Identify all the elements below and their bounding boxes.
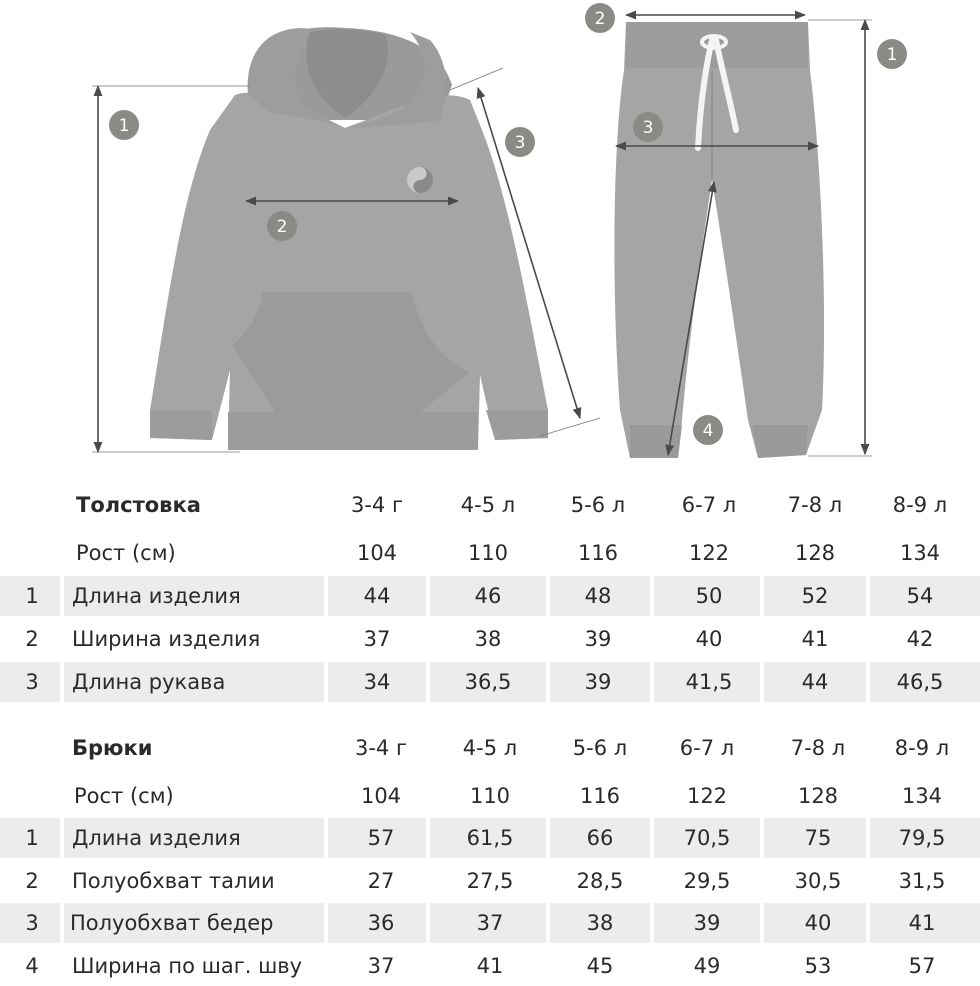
pants-marker-2 xyxy=(585,3,615,33)
cell-value: 28,5 xyxy=(576,869,624,893)
row-label: Длина изделия xyxy=(72,584,241,608)
table-row xyxy=(0,662,980,702)
cell-value: 48 xyxy=(584,584,612,608)
cell-value: 41 xyxy=(476,954,504,978)
size-3-4: 3-4 г xyxy=(350,493,403,517)
cell-value: 38 xyxy=(586,911,614,935)
garment-illustration xyxy=(0,0,980,470)
size-8-9: 8-9 л xyxy=(892,493,948,517)
cell-value: 31,5 xyxy=(898,869,946,893)
cell-value: 41,5 xyxy=(685,670,733,694)
cell-value: 53 xyxy=(804,954,832,978)
svg-text:2: 2 xyxy=(276,217,288,237)
cell-value: 52 xyxy=(801,584,829,608)
pants-marker-4 xyxy=(693,415,723,445)
size-3-4: 3-4 г xyxy=(354,736,407,760)
row-number: 3 xyxy=(25,911,39,935)
cell-value: 45 xyxy=(586,954,614,978)
hoodie-marker-1 xyxy=(109,110,139,140)
table-row xyxy=(0,576,980,616)
row-number: 1 xyxy=(25,584,39,608)
cell-value: 46,5 xyxy=(896,670,944,694)
height-value: 122 xyxy=(686,784,728,808)
height-value: 134 xyxy=(901,784,943,808)
row-number: 2 xyxy=(25,869,39,893)
cell-value: 75 xyxy=(804,826,832,850)
svg-text:3: 3 xyxy=(514,133,526,153)
cell-value: 34 xyxy=(363,670,391,694)
svg-text:1: 1 xyxy=(886,45,898,65)
cell-value: 39 xyxy=(584,627,612,651)
cell-value: 27,5 xyxy=(466,869,514,893)
cell-value: 79,5 xyxy=(898,826,946,850)
cell-value: 46 xyxy=(474,584,502,608)
height-label: Рост (см) xyxy=(74,784,174,808)
row-label: Ширина изделия xyxy=(72,627,261,651)
pants-header-row xyxy=(0,728,980,768)
cell-value: 50 xyxy=(695,584,723,608)
cell-value: 61,5 xyxy=(466,826,514,850)
size-4-5: 4-5 л xyxy=(460,493,516,517)
hoodie-drawing xyxy=(150,27,548,450)
row-label: Длина рукава xyxy=(72,670,226,694)
height-value: 122 xyxy=(688,541,730,565)
cell-value: 37 xyxy=(367,954,395,978)
size-6-7: 6-7 л xyxy=(679,736,735,760)
table-row xyxy=(0,619,980,659)
cell-value: 39 xyxy=(584,670,612,694)
height-value: 104 xyxy=(356,541,398,565)
height-value: 116 xyxy=(579,784,621,808)
hoodie-height-row xyxy=(0,533,980,573)
svg-text:3: 3 xyxy=(642,118,654,138)
pants-height-row xyxy=(0,776,980,816)
size-7-8: 7-8 л xyxy=(787,493,843,517)
height-value: 134 xyxy=(899,541,941,565)
table-row xyxy=(0,861,980,901)
cell-value: 70,5 xyxy=(683,826,731,850)
row-label: Полуобхват талии xyxy=(72,869,275,893)
hoodie-header-row xyxy=(0,485,980,525)
cell-value: 37 xyxy=(363,627,391,651)
svg-text:1: 1 xyxy=(118,116,130,136)
cell-value: 57 xyxy=(908,954,936,978)
size-8-9: 8-9 л xyxy=(894,736,950,760)
row-label: Полуобхват бедер xyxy=(70,911,274,935)
cell-value: 40 xyxy=(695,627,723,651)
cell-value: 57 xyxy=(367,826,395,850)
pants-drawing xyxy=(614,22,824,458)
cell-value: 44 xyxy=(801,670,829,694)
row-label: Ширина по шаг. шву xyxy=(72,954,303,978)
height-value: 110 xyxy=(467,541,509,565)
size-4-5: 4-5 л xyxy=(462,736,518,760)
cell-value: 27 xyxy=(367,869,395,893)
pants-title: Брюки xyxy=(72,736,153,760)
cell-value: 30,5 xyxy=(794,869,842,893)
pants-marker-1 xyxy=(877,39,907,69)
cell-value: 36 xyxy=(367,911,395,935)
hoodie-marker-2 xyxy=(267,211,297,241)
height-value: 110 xyxy=(469,784,511,808)
cell-value: 41 xyxy=(908,911,936,935)
size-7-8: 7-8 л xyxy=(790,736,846,760)
size-5-6: 5-6 л xyxy=(572,736,628,760)
table-row xyxy=(0,818,980,858)
cell-value: 41 xyxy=(801,627,829,651)
svg-text:4: 4 xyxy=(702,421,714,441)
cell-value: 42 xyxy=(906,627,934,651)
cell-value: 38 xyxy=(474,627,502,651)
hoodie-marker-3 xyxy=(505,127,535,157)
height-value: 104 xyxy=(360,784,402,808)
cell-value: 49 xyxy=(693,954,721,978)
cell-value: 39 xyxy=(693,911,721,935)
height-label: Рост (см) xyxy=(76,541,176,565)
svg-text:2: 2 xyxy=(594,9,606,29)
cell-value: 29,5 xyxy=(683,869,731,893)
row-number: 4 xyxy=(25,954,39,978)
cell-value: 40 xyxy=(804,911,832,935)
cell-value: 44 xyxy=(363,584,391,608)
table-row xyxy=(0,946,980,986)
row-number: 3 xyxy=(25,670,39,694)
cell-value: 54 xyxy=(906,584,934,608)
table-row xyxy=(0,903,980,943)
cell-value: 36,5 xyxy=(464,670,512,694)
size-6-7: 6-7 л xyxy=(681,493,737,517)
pants-marker-3 xyxy=(633,112,663,142)
height-value: 128 xyxy=(794,541,836,565)
hoodie-title: Толстовка xyxy=(76,493,201,517)
size-5-6: 5-6 л xyxy=(570,493,626,517)
cell-value: 66 xyxy=(586,826,614,850)
row-number: 2 xyxy=(25,627,39,651)
cell-value: 37 xyxy=(476,911,504,935)
row-label: Длина изделия xyxy=(72,826,241,850)
height-value: 116 xyxy=(577,541,619,565)
row-number: 1 xyxy=(25,826,39,850)
height-value: 128 xyxy=(797,784,839,808)
